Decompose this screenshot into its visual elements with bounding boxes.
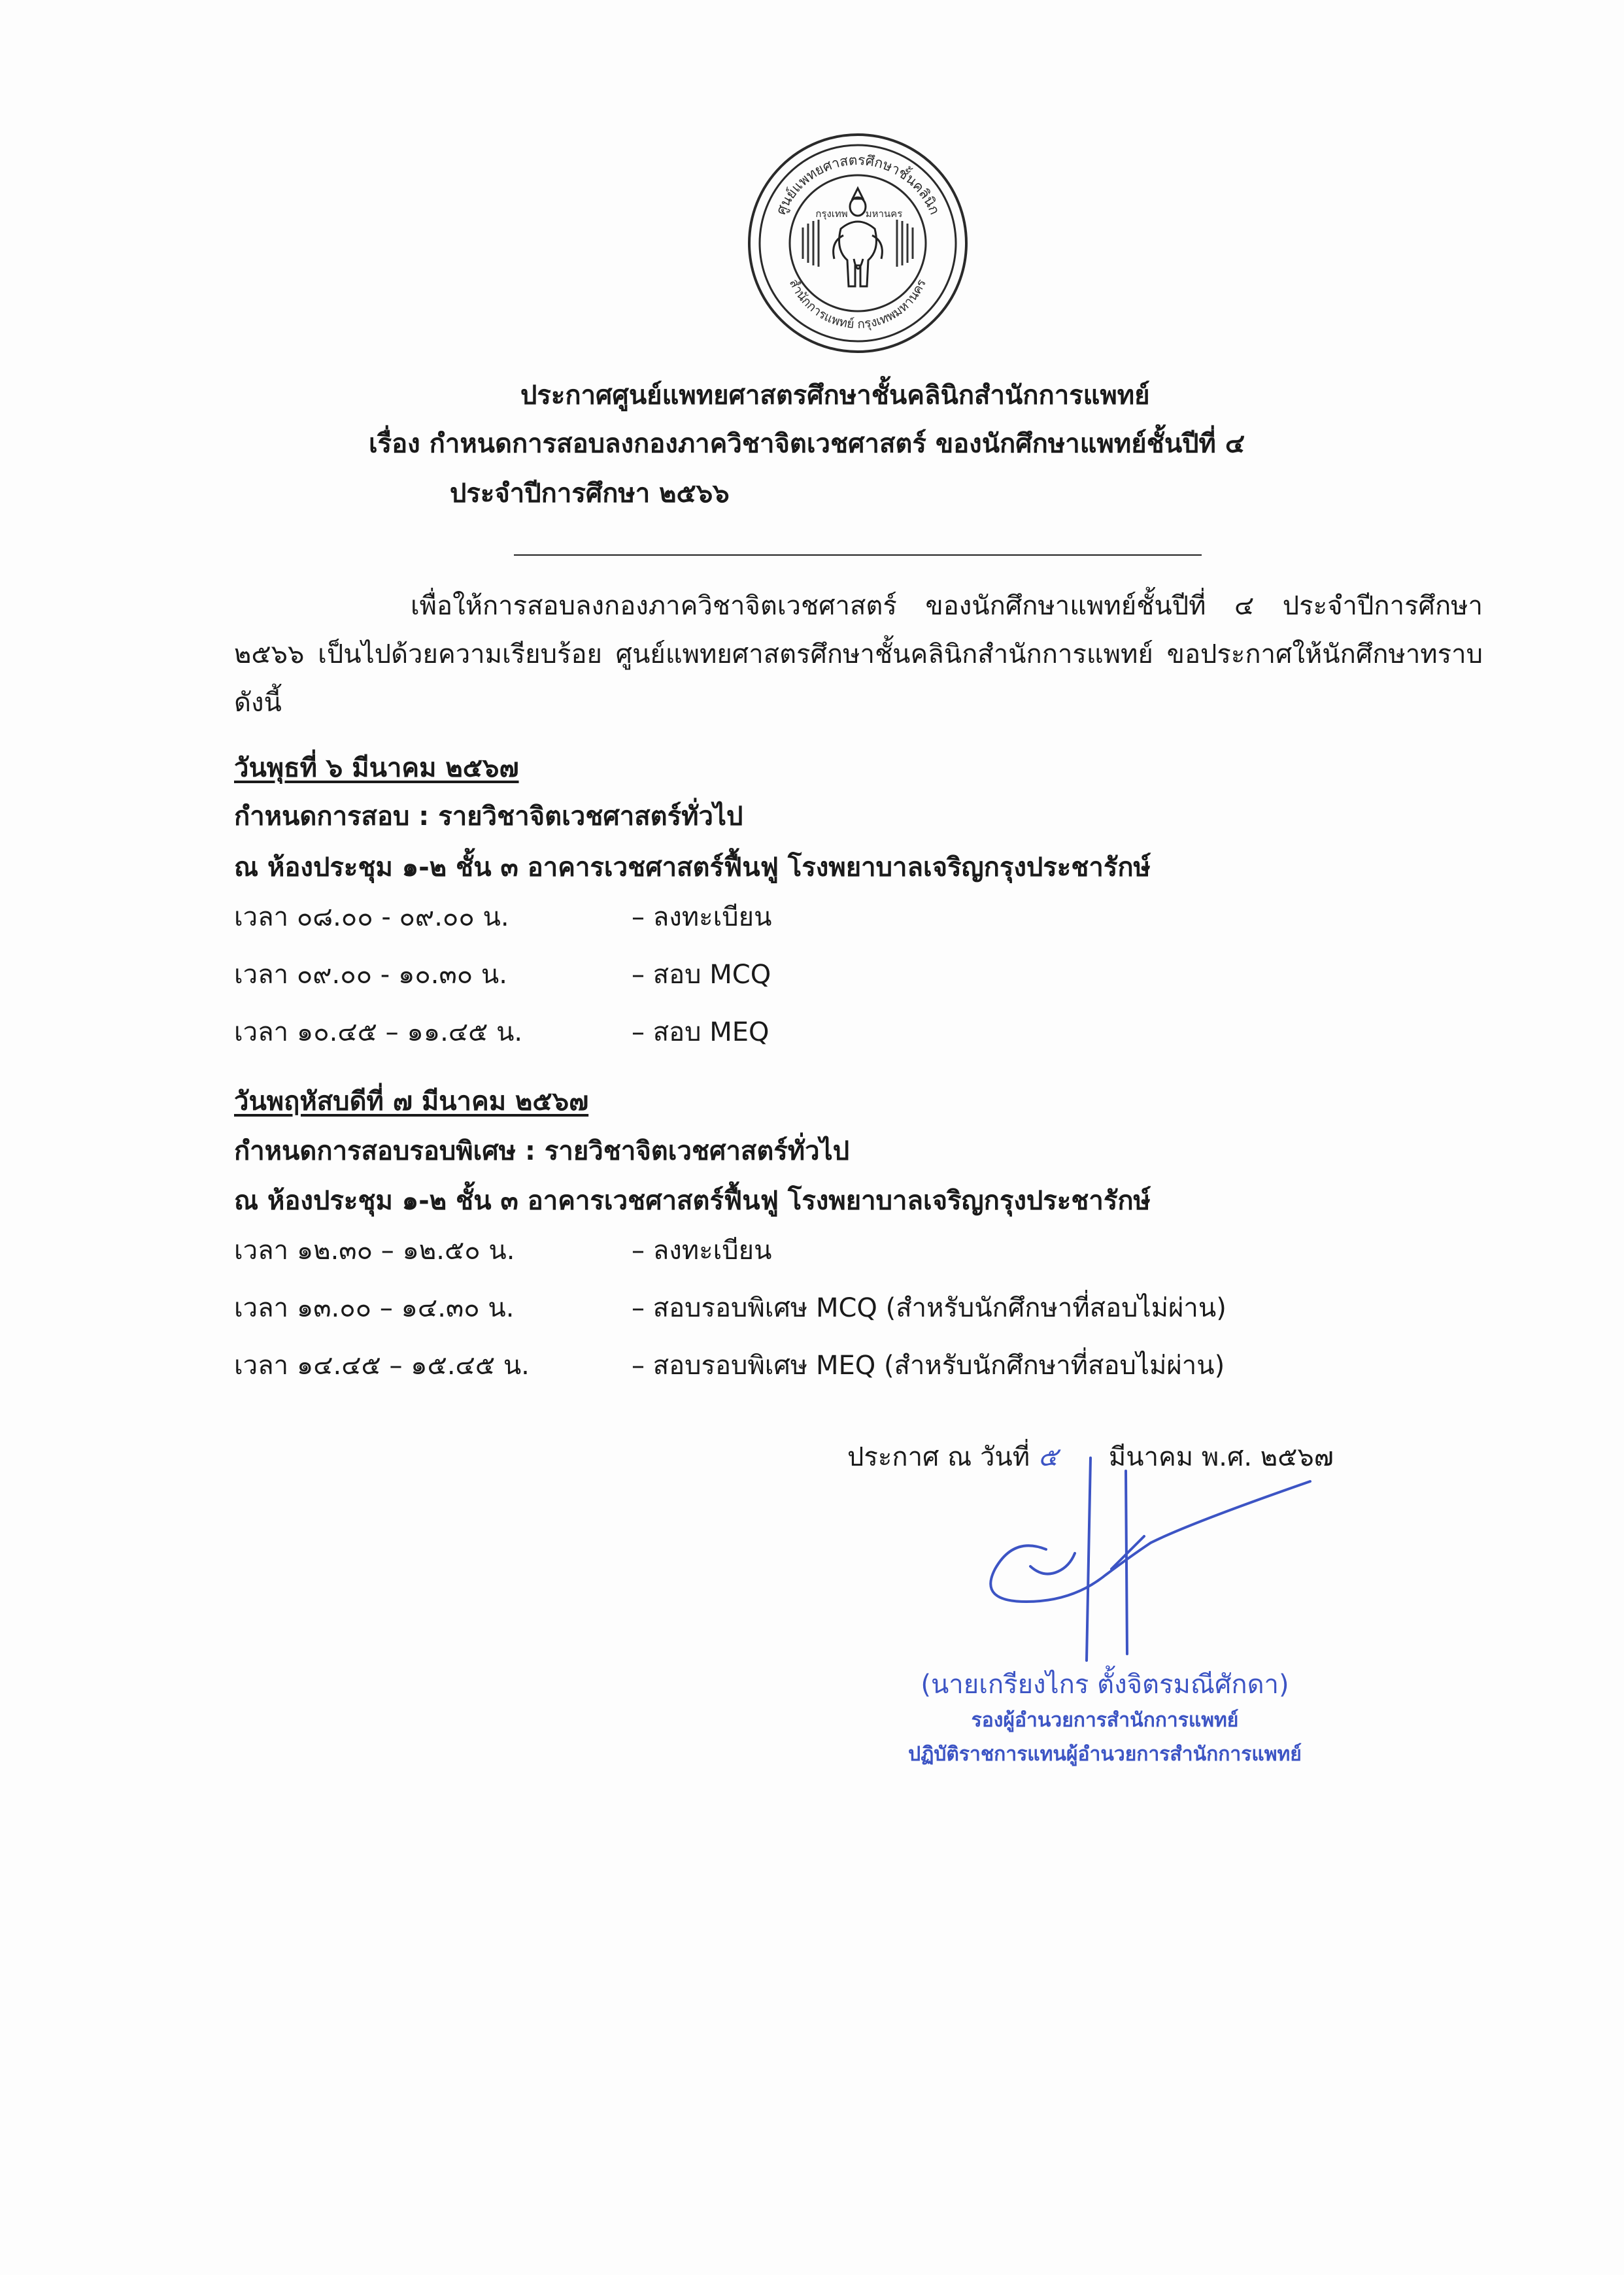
intro-paragraph: เพื่อให้การสอบลงกองภาควิชาจิตเวชศาสตร์ ของนักศึกษาแพทย์ชั้นปีที่ ๔ ประจำปีการศึกษา ๒๕๖๖ เป็นไปด้วยความเรียบร้อย ศูนย์แพทยศาสตรศึกษาชั้นคลินิกสำนักการแพทย์ ขอประกาศให้นักศึกษาทราบ ดังนี้	[234, 591, 1483, 718]
heading-line-1: ประกาศศูนย์แพทยศาสตรศึกษาชั้นคลินิกสำนักการแพทย์	[520, 380, 1150, 411]
section-1-venue: ณ ห้องประชุม ๑-๒ ชั้น ๓ อาคารเวชศาสตร์ฟื้นฟู โรงพยาบาลเจริญกรุงประชารักษ์	[234, 852, 1151, 883]
schedule-time: เวลา ๐๙.๐๐ - ๑๐.๓๐ น.	[234, 960, 507, 990]
schedule-row	[234, 1011, 770, 1053]
section-2-venue: ณ ห้องประชุม ๑-๒ ชั้น ๓ อาคารเวชศาสตร์ฟื้นฟู โรงพยาบาลเจริญกรุงประชารักษ์	[234, 1186, 1151, 1216]
handwritten-signature-icon	[915, 1438, 1334, 1674]
seal-ring-top-text: ศูนย์แพทยศาสตรศึกษาชั้นคลินิก	[773, 152, 943, 217]
section-2-title: กำหนดการสอบรอบพิเศษ : รายวิชาจิตเวชศาสตร์ทั่วไป	[234, 1136, 850, 1166]
schedule-row	[234, 896, 771, 937]
section-1-title: กำหนดการสอบ : รายวิชาจิตเวชศาสตร์ทั่วไป	[234, 801, 743, 832]
schedule-activity: – สอบรอบพิเศษ MEQ (สำหรับนักศึกษาที่สอบไม่ผ่าน)	[632, 1351, 1225, 1381]
announcement-month-year: มีนาคม พ.ศ. ๒๕๖๗	[1108, 1442, 1334, 1472]
heading-line-3: ประจำปีการศึกษา ๒๕๖๖	[450, 479, 730, 509]
seal-inner-right-text: มหานคร	[865, 208, 903, 220]
section-2-date: วันพฤหัสบดีที่ ๗ มีนาคม ๒๕๖๗	[234, 1087, 589, 1117]
schedule-activity: – ลงทะเบียน	[632, 902, 772, 932]
schedule-activity: – สอบ MCQ	[632, 960, 771, 990]
seal-emblem-icon	[745, 131, 970, 356]
schedule-time: เวลา ๑๐.๔๕ – ๑๑.๔๕ น.	[234, 1017, 523, 1047]
schedule-time: เวลา ๑๓.๐๐ – ๑๔.๓๐ น.	[234, 1293, 515, 1323]
divider-rule	[514, 554, 1202, 556]
schedule-row	[234, 1287, 1226, 1328]
schedule-row	[234, 1344, 1225, 1386]
schedule-time: เวลา ๐๘.๐๐ - ๐๙.๐๐ น.	[234, 902, 509, 932]
signer-position-2: ปฏิบัติราชการแทนผู้อำนวยการสำนักการแพทย์	[908, 1743, 1302, 1766]
schedule-row	[234, 953, 771, 995]
signer-name: (นายเกรียงไกร ตั้งจิตรมณีศักดา)	[921, 1670, 1289, 1700]
announcement-prefix: ประกาศ ณ วันที่	[847, 1442, 1030, 1472]
seal-inner-left-text: กรุงเทพ	[815, 208, 848, 220]
schedule-activity: – ลงทะเบียน	[632, 1236, 772, 1266]
schedule-activity: – สอบ MEQ	[632, 1017, 770, 1047]
schedule-time: เวลา ๑๒.๓๐ – ๑๒.๕๐ น.	[234, 1236, 515, 1266]
schedule-activity: – สอบรอบพิเศษ MCQ (สำหรับนักศึกษาที่สอบไม่ผ่าน)	[632, 1293, 1226, 1323]
signer-position-1: รองผู้อำนวยการสำนักการแพทย์	[971, 1709, 1239, 1732]
section-1-date: วันพุธที่ ๖ มีนาคม ๒๕๖๗	[234, 753, 519, 783]
schedule-row	[234, 1229, 771, 1271]
announcement-day: ๕	[1038, 1442, 1058, 1472]
schedule-time: เวลา ๑๔.๔๕ – ๑๕.๔๕ น.	[234, 1351, 530, 1381]
heading-line-2: เรื่อง กำหนดการสอบลงกองภาควิชาจิตเวชศาสตร์ ของนักศึกษาแพทย์ชั้นปีที่ ๔	[369, 429, 1245, 459]
seal-ring-bottom-text: สำนักการแพทย์ กรุงเทพมหานคร	[786, 277, 929, 332]
